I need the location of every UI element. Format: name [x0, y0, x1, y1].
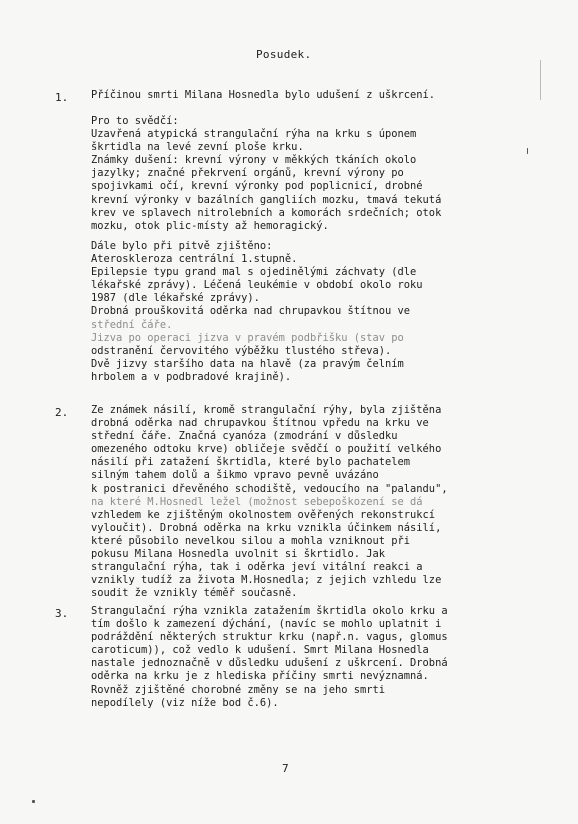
text-line: omezeného odtoku krve) obličeje svědčí o použití velkého [91, 443, 442, 456]
page-number: 7 [282, 762, 289, 775]
text-line: jazylky; značné překrvení orgánů, krevní výrony po [91, 167, 404, 180]
scan-speck [527, 148, 528, 154]
text-line: Příčinou smrti Milana Hosnedla bylo udušení z uškrcení. [91, 89, 436, 101]
text-line: násilí při zatažení škrtidla, které bylo pachatelem [91, 456, 411, 469]
text-line: Ateroskleroza centrální 1.stupně. [91, 253, 298, 266]
text-line: krevní výronky v bazálních gangliích mozku, tmavá tekutá [91, 193, 442, 206]
text-line: pokusu Milana Hosnedla uvolnit si škrtidlo. Jak [91, 548, 386, 561]
text-line: odstranění červovitého výběžku tlustého střeva). [91, 344, 392, 357]
text-line: lékařské zprávy). Léčená leukémie v období okolo roku [91, 279, 423, 292]
text-line: střední čáře. [91, 318, 173, 331]
text-line: Strangulační rýha vznikla zatažením škrtidla okolo krku a [91, 605, 448, 617]
text-line: škrtidla na levé zevní ploše krku. [91, 141, 304, 154]
section-1-text [91, 89, 513, 102]
text-line: Pro to svědčí: [91, 115, 179, 127]
text-line: mozku, otok plic-místy až hemoragický. [91, 219, 329, 232]
text-line: Dvě jizvy staršího data na hlavě (za pravým čelním [91, 357, 404, 370]
section-3-text [91, 605, 513, 710]
section-number-3: 3. [55, 607, 69, 620]
findings-paragraph [91, 240, 513, 384]
text-line: vyloučit). Drobná oděrka na krku vznikla účinkem násilí, [91, 521, 442, 534]
text-line: střední čáře. Značná cyanóza (zmodrání v důsledku [91, 430, 398, 443]
text-line: Epilepsie typu grand mal s ojedinělými záchvaty (dle [91, 266, 417, 279]
scan-speck [540, 60, 541, 100]
text-line: strangulační rýha, tak i oděrka jeví vitální reakci a [91, 561, 423, 574]
document-title: Posudek. [256, 48, 312, 61]
text-line: drobná oděrka nad chrupavkou štítnou vpředu na krku ve [91, 417, 429, 430]
text-line: nastale jednoznačně v důsledku udušení z uškrcení. Drobná [91, 657, 448, 670]
text-line: vznikly tudíž za života M.Hosnedla; z jejich vzhledu lze [91, 574, 442, 587]
section-number-1: 1. [55, 91, 69, 104]
text-line: Drobná prouškovitá oděrka nad chrupavkou štítnou ve [91, 305, 411, 318]
text-line: Uzavřená atypická strangulační rýha na krku s úponem [91, 128, 417, 141]
text-line: Dále bylo při pitvě zjištěno: [91, 240, 273, 252]
text-line: k postranici dřevěného schodiště, vedoucího na "palandu", [91, 482, 448, 495]
text-line: Ze známek násilí, kromě strangulační rýhy, byla zjištěna [91, 404, 442, 416]
text-line: Rovněž zjištěné chorobné změny se na jeho smrti [91, 683, 386, 696]
text-line: oděrka na krku je z hlediska příčiny smrti nevýznamná. [91, 670, 429, 683]
text-line: spojivkami očí, krevní výronky pod poplicnicí, drobné [91, 180, 423, 193]
text-line: které působilo nevelkou silou a mohla vzniknout při [91, 534, 411, 547]
section-2-text [91, 404, 513, 600]
text-line: soudit že vznikly téměř současně. [91, 587, 298, 600]
text-line: krev ve splavech nitrolebních a komorách srdečních; otok [91, 206, 442, 219]
text-line: na které M.Hosnedl ležel (možnost sebepoškození se dá [91, 495, 423, 508]
evidence-paragraph [91, 115, 513, 233]
text-line: Známky dušení: krevní výrony v měkkých tkáních okolo [91, 154, 417, 167]
text-line: nepodílely (viz níže bod č.6). [91, 696, 279, 709]
text-line: 1987 (dle lékařské zprávy). [91, 292, 260, 305]
text-line: vzhledem ke zjištěným okolnostem ověřených rekonstrukcí [91, 508, 436, 521]
text-line: Jizva po operaci jizva v pravém podbřišku (stav po [91, 331, 404, 344]
scan-speck [32, 800, 35, 803]
text-line: silným tahem dolů a šikmo vpravo pevně uvázáno [91, 469, 379, 482]
text-line: tím došlo k zamezení dýchání, (navíc se mohlo uplatnit i [91, 618, 442, 631]
text-line: caroticum)), což vedlo k udušení. Smrt Milana Hosnedla [91, 644, 429, 657]
section-number-2: 2. [55, 406, 69, 419]
text-line: hrbolem a v podbradové krajině). [91, 370, 292, 383]
text-line: podráždění některých struktur krku (např.n. vagus, glomus [91, 631, 448, 644]
